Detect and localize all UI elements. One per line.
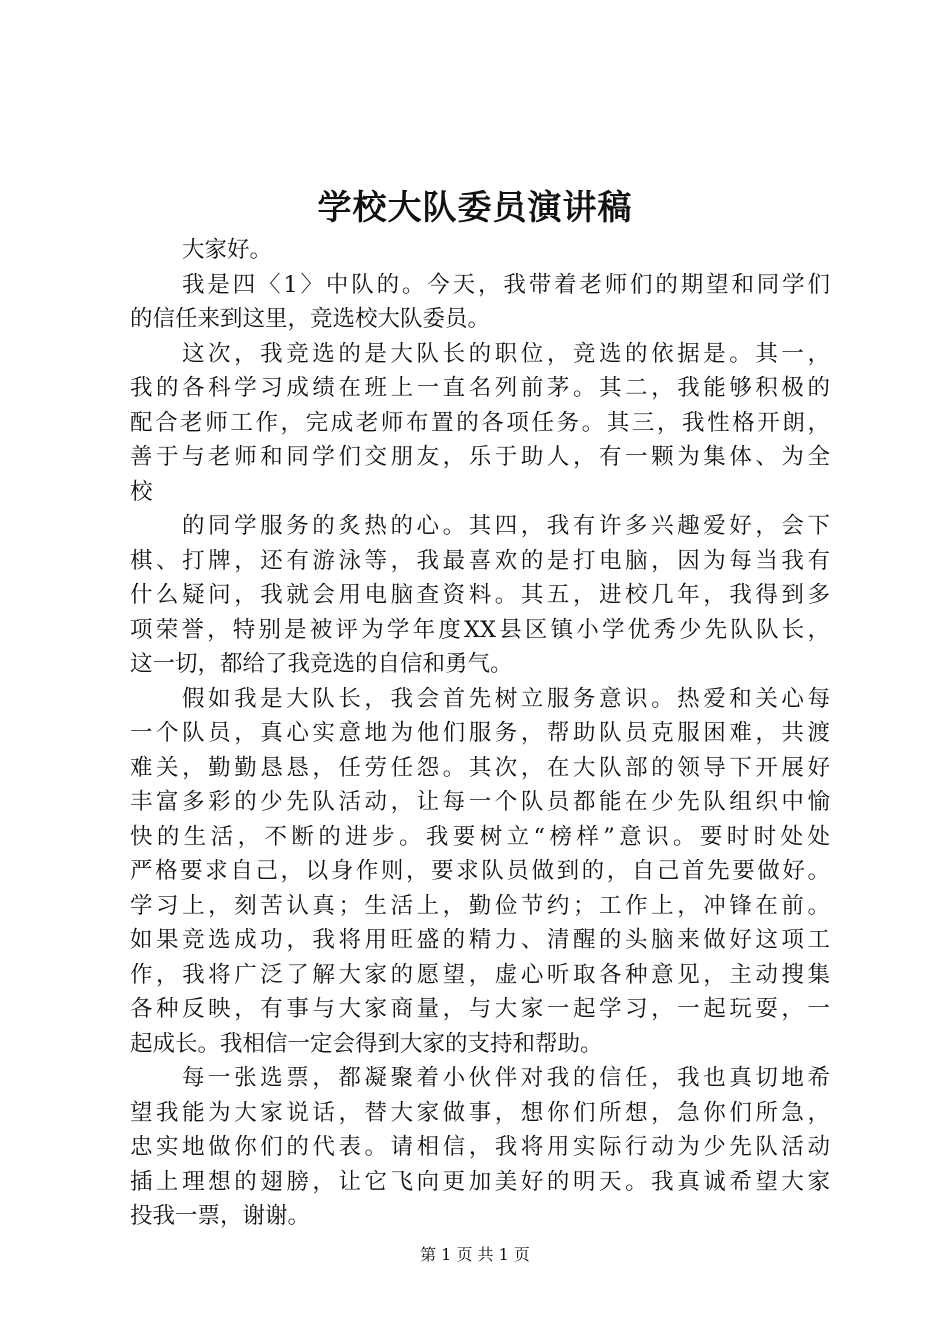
body-text-line: 快的生活，不断的进步。我要树立“榜样”意识。要时时处处 — [130, 823, 830, 850]
body-text-line: 一个队员，真心实意地为他们服务，帮助队员克服困难，共渡 — [130, 720, 830, 746]
body-text-line: 起成长。我相信一定会得到大家的支持和帮助。 — [130, 1030, 603, 1057]
body-text-line: 假如我是大队长，我会首先树立服务意识。热爱和关心每 — [182, 685, 830, 712]
body-text-line: 作，我将广泛了解大家的愿望，虚心听取各种意见，主动搜集 — [130, 961, 830, 988]
body-text-line: 大家好。 — [182, 237, 273, 263]
body-text-line: 什么疑问，我就会用电脑查资料。其五，进校几年，我得到多 — [130, 582, 830, 608]
page-footer: 第 1 页 共 1 页 — [420, 1245, 530, 1264]
body-text-line: 望我能为大家说话，替大家做事，想你们所想，急你们所急， — [130, 1099, 830, 1126]
body-text-line: 善于与老师和同学们交朋友，乐于助人，有一颗为集体、为全 — [130, 444, 830, 470]
document-title: 学校大队委员演讲稿 — [317, 188, 633, 228]
body-text-line: 这次，我竞选的是大队长的职位，竞选的依据是。其一， — [182, 340, 830, 367]
body-text-line: 如果竞选成功，我将用旺盛的精力、清醒的头脑来做好这项工 — [130, 927, 830, 953]
body-text-line: 插上理想的翅膀，让它飞向更加美好的明天。我真诚希望大家 — [130, 1168, 830, 1195]
body-text-line: 我是四〈1〉中队的。今天，我带着老师们的期望和同学们 — [182, 271, 830, 298]
body-text-line: 的信任来到这里，竞选校大队委员。 — [130, 306, 491, 332]
body-text-line: 项荣誉，特别是被评为学年度XX县区镇小学优秀少先队队长， — [130, 616, 830, 643]
body-text-line: 学习上，刻苦认真；生活上，勤俭节约；工作上，冲锋在前。 — [130, 892, 830, 919]
body-text-line: 严格要求自己，以身作则，要求队员做到的，自己首先要做好。 — [130, 858, 830, 884]
body-text-line: 忠实地做你们的代表。请相信，我将用实际行动为少先队活动 — [130, 1134, 830, 1160]
body-text-line: 各种反映，有事与大家商量，与大家一起学习，一起玩耍，一 — [130, 996, 830, 1022]
document-body — [130, 233, 830, 1234]
body-text-line: 的同学服务的炙热的心。其四，我有许多兴趣爱好，会下 — [182, 513, 830, 539]
body-text-line: 难关，勤勤恳恳，任劳任怨。其次，在大队部的领导下开展好 — [130, 754, 830, 781]
body-text-line: 配合老师工作，完成老师布置的各项任务。其三，我性格开朗， — [130, 409, 830, 436]
body-text-line: 校 — [130, 478, 153, 505]
body-text-line: 棋、打牌，还有游泳等，我最喜欢的是打电脑，因为每当我有 — [130, 547, 830, 574]
body-text-line: 每一张选票，都凝聚着小伙伴对我的信任，我也真切地希 — [182, 1065, 830, 1091]
body-text-line: 我的各科学习成绩在班上一直名列前茅。其二，我能够积极的 — [130, 375, 830, 401]
body-text-line: 投我一票，谢谢。 — [130, 1203, 311, 1229]
body-text-line: 丰富多彩的少先队活动，让每一个队员都能在少先队组织中愉 — [130, 789, 830, 815]
body-text-line: 这一切，都给了我竞选的自信和勇气。 — [130, 651, 513, 677]
